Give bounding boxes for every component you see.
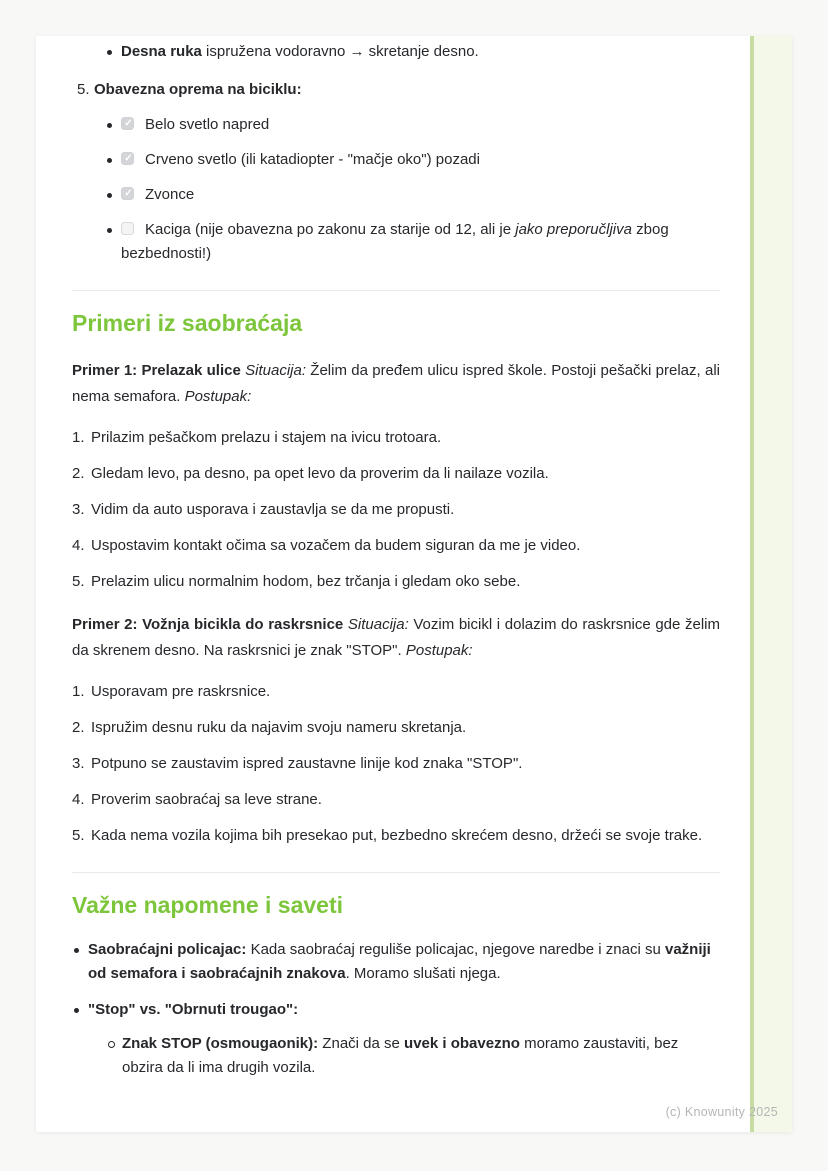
- checklist-item-text: [121, 218, 720, 266]
- bold-text: Znak STOP (osmougaonik):: [122, 1035, 319, 1052]
- checklist-item-text: [121, 148, 480, 172]
- step-text: Potpuno se zaustavim ispred zaustavne linije kod znaka "STOP".: [91, 755, 523, 772]
- procedure-label: Postupak:: [405, 642, 473, 659]
- step-text: Kada nema vozila kojima bih presekao put, bezbedno skrećem desno, držeći se svoje trake.: [91, 827, 703, 844]
- step-item: [72, 570, 720, 594]
- section-heading-examples: Primeri iz saobraćaja: [72, 310, 303, 336]
- note-text: [88, 998, 298, 1022]
- example2-title: Primer 2: Vožnja bicikla do raskrsnice: [72, 616, 344, 633]
- step-text: Vidim da auto usporava i zaustavlja se da me propusti.: [91, 501, 455, 518]
- bold-text: uvek i obavezno: [404, 1035, 520, 1052]
- step-number: 5.: [72, 827, 85, 844]
- situation-label: Situacija:: [343, 616, 414, 633]
- step-text: Gledam levo, pa desno, pa opet levo da proverim da li nailaze vozila.: [91, 465, 549, 482]
- example2-steps: [72, 680, 720, 848]
- checklist-item-text: [121, 113, 269, 137]
- sub-note-text: [122, 1032, 720, 1080]
- label-text: Zvonce: [145, 186, 195, 203]
- checkbox-icon[interactable]: [121, 152, 134, 165]
- regular-text: ispružena vodoravno → skretanje desno.: [201, 43, 479, 60]
- equipment-checklist: [105, 113, 720, 266]
- document-page: [36, 36, 792, 1132]
- page-accent-strip: [750, 36, 792, 1132]
- step-item: [72, 498, 720, 522]
- italic-text: jako preporučljiva: [515, 221, 632, 238]
- step-number: 3.: [72, 501, 85, 518]
- example1-title: Primer 1: Prelazak ulice: [72, 362, 241, 379]
- step-text: Prelazim ulicu normalnim hodom, bez trčanja i gledam oko sebe.: [91, 573, 521, 590]
- list-item-text: [121, 40, 479, 64]
- note-item-police: [72, 938, 720, 986]
- step-text: Ispružim desnu ruku da najavim svoju nameru skretanja.: [91, 719, 467, 736]
- example2-paragraph: [72, 612, 720, 664]
- checklist-item: [105, 148, 720, 172]
- bold-text: Saobraćajni policajac:: [88, 941, 247, 958]
- checkbox-icon[interactable]: [121, 187, 134, 200]
- checklist-item: [105, 183, 720, 207]
- step-text: Uspostavim kontakt očima sa vozačem da budem siguran da me je video.: [91, 537, 581, 554]
- example1-steps: [72, 426, 720, 594]
- regular-text: . Moramo slušati njega.: [345, 965, 501, 982]
- step-text: Proverim saobraćaj sa leve strane.: [91, 791, 322, 808]
- situation-label: Situacija:: [240, 362, 311, 379]
- intro-bullet-list: [105, 40, 720, 64]
- situation-text: Vozim bicikl i dolazim do raskrsnice gde želim da skrenem desno. Na raskrsnici je znak "STOP".: [72, 616, 720, 659]
- step-number: 3.: [72, 755, 85, 772]
- step-item: [72, 788, 720, 812]
- label-text: zbog bezbednosti!): [121, 221, 669, 262]
- situation-text: Želim da pređem ulicu ispred škole. Postoji pešački prelaz, ali nema semafora.: [72, 362, 720, 405]
- bold-text: važniji od semafora i saobraćajnih znakova: [88, 941, 711, 982]
- regular-text: moramo zaustaviti, bez obzira da li ima drugih vozila.: [122, 1035, 679, 1076]
- step-item: [72, 426, 720, 450]
- procedure-label: Postupak:: [184, 388, 252, 405]
- step-text: Usporavam pre raskrsnice.: [91, 683, 271, 700]
- notes-list: [72, 938, 720, 1080]
- regular-text: Kada saobraćaj reguliše policajac, njegove naredbe i znaci su: [246, 941, 665, 958]
- document-content: [72, 40, 720, 1080]
- list-item: [105, 40, 720, 64]
- label-text: Crveno svetlo (ili katadiopter - "mačje oko") pozadi: [145, 151, 480, 168]
- step-item: [72, 534, 720, 558]
- bold-text: "Stop" vs. "Obrnuti trougao":: [88, 1001, 299, 1018]
- step-number: 5.: [72, 573, 85, 590]
- step-item: [72, 824, 720, 848]
- step-text: Prilazim pešačkom prelazu i stajem na ivicu trotoara.: [91, 429, 442, 446]
- checklist-item: [105, 113, 720, 137]
- equipment-title: Obavezna oprema na biciklu:: [94, 81, 302, 98]
- checklist-item-text: [121, 183, 194, 207]
- list-number: 5.: [77, 81, 90, 98]
- step-number: 4.: [72, 791, 85, 808]
- checkbox-icon[interactable]: [121, 117, 134, 130]
- label-text: Belo svetlo napred: [145, 116, 270, 133]
- checklist-item: [105, 218, 720, 266]
- divider: [72, 290, 720, 291]
- checkbox-icon[interactable]: [121, 222, 134, 235]
- label-text: Kaciga (nije obavezna po zakonu za starije od 12, ali je: [145, 221, 516, 238]
- step-item: [72, 716, 720, 740]
- step-number: 1.: [72, 429, 85, 446]
- divider: [72, 872, 720, 873]
- step-item: [72, 462, 720, 486]
- regular-text: Znači da se: [318, 1035, 405, 1052]
- numbered-item-equipment: [72, 78, 720, 102]
- step-number: 2.: [72, 719, 85, 736]
- note-text: [88, 938, 720, 986]
- step-item: [72, 680, 720, 704]
- step-number: 1.: [72, 683, 85, 700]
- step-number: 2.: [72, 465, 85, 482]
- section-heading-notes: Važne napomene i saveti: [72, 892, 344, 918]
- sub-note-stop-sign: [106, 1032, 720, 1080]
- example1-paragraph: [72, 358, 720, 410]
- step-number: 4.: [72, 537, 85, 554]
- copyright-watermark: (c) Knowunity 2025: [665, 1105, 778, 1119]
- step-item: [72, 752, 720, 776]
- bold-text: Desna ruka: [121, 43, 202, 60]
- note-item-stop-vs-triangle: [72, 998, 720, 1022]
